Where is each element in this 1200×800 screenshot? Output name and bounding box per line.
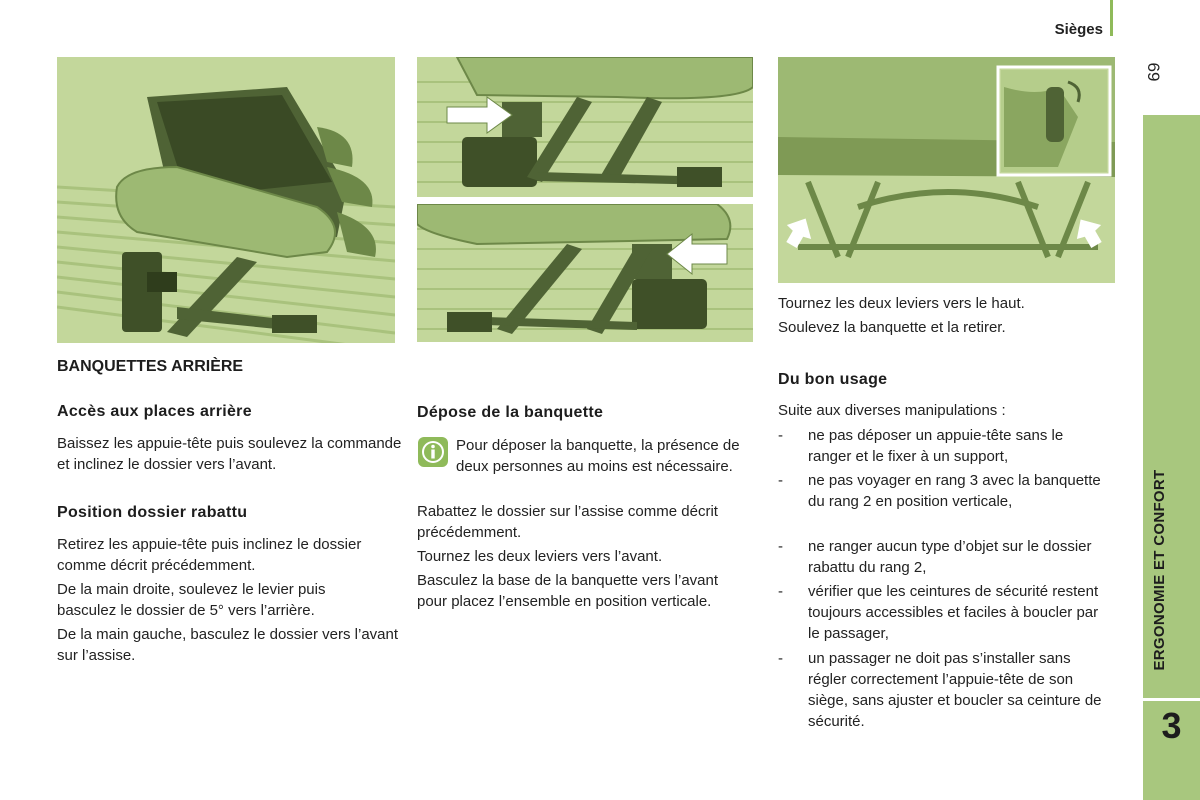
bullet-dash: -	[778, 472, 783, 489]
list-item	[778, 425, 1118, 467]
list-item-text: ne pas déposer un appuie-tête sans le ranger et le fixer à un support,	[808, 427, 1064, 465]
folded-seat-drawing	[57, 57, 395, 343]
paragraph-levers-up: Tournez les deux leviers vers le haut.	[778, 295, 1025, 312]
list-item	[778, 648, 1118, 732]
levers-rear-drawing	[417, 204, 753, 342]
running-header: Sièges	[1054, 21, 1103, 38]
list-item	[778, 470, 1118, 533]
list-item-text: ne ranger aucun type d’objet sur le dossier rabattu du rang 2,	[808, 538, 1092, 576]
levers-up-drawing	[778, 57, 1115, 283]
illustration-folded-seat	[57, 57, 395, 343]
info-icon	[418, 437, 448, 467]
paragraph-acces: Baissez les appuie-tête puis soulevez la commande et inclinez le dossier vers l’avant.	[57, 435, 402, 473]
paragraph-bon-usage-intro: Suite aux diverses manipulations :	[778, 402, 1006, 419]
illustration-levers-forward	[417, 57, 753, 197]
bullet-dash: -	[778, 427, 783, 444]
header-rule	[1110, 0, 1113, 36]
paragraph-depose-1: Rabattez le dossier sur l’assise comme décrit précédemment.	[417, 503, 718, 541]
chapter-title: ERGONOMIE ET CONFORT	[1151, 469, 1168, 671]
subsection-title-position: Position dossier rabattu	[57, 504, 248, 521]
illustration-levers-up	[778, 57, 1115, 283]
paragraph-remove-bench: Soulevez la banquette et la retirer.	[778, 319, 1006, 336]
bullet-dash: -	[778, 538, 783, 555]
paragraph-position-2: De la main droite, soulevez le levier puis basculez le dossier de 5° vers l’arrière.	[57, 581, 326, 619]
section-title: BANQUETTES ARRIÈRE	[57, 358, 244, 375]
list-item	[778, 581, 1118, 644]
subsection-title-depose: Dépose de la banquette	[417, 404, 604, 421]
paragraph-position-1: Retirez les appuie-tête puis inclinez le dossier comme décrit précédemment.	[57, 536, 362, 574]
paragraph-position-3: De la main gauche, basculez le dossier vers l’avant sur l’assise.	[57, 626, 399, 664]
list-item-text: vérifier que les ceintures de sécurité restent toujours accessibles et faciles à boucler par le passager,	[808, 583, 1099, 642]
subsection-title-acces: Accès aux places arrière	[57, 403, 252, 420]
paragraph-depose-3: Basculez la base de la banquette vers l’avant pour placez l’ensemble en position verticale.	[417, 572, 719, 610]
bullet-dash: -	[778, 650, 783, 667]
page-number: 69	[1144, 62, 1163, 82]
paragraph-depose-2: Tournez les deux leviers vers l’avant.	[417, 548, 663, 565]
info-note: Pour déposer la banquette, la présence de deux personnes au moins est nécessaire.	[456, 437, 740, 475]
list-item-text: un passager ne doit pas s’installer sans régler correctement l’appuie-tête de son siège, sans ajuster et boucler sa ceinture de sécurité.	[808, 650, 1102, 730]
list-item-text: ne pas voyager en rang 3 avec la banquette du rang 2 en position verticale,	[808, 472, 1101, 510]
bullet-dash: -	[778, 583, 783, 600]
illustration-levers-rear	[417, 204, 753, 342]
list-item	[778, 536, 1118, 578]
subsection-title-bon-usage: Du bon usage	[778, 371, 888, 388]
chapter-number: 3	[1161, 705, 1182, 746]
levers-forward-drawing	[417, 57, 753, 197]
